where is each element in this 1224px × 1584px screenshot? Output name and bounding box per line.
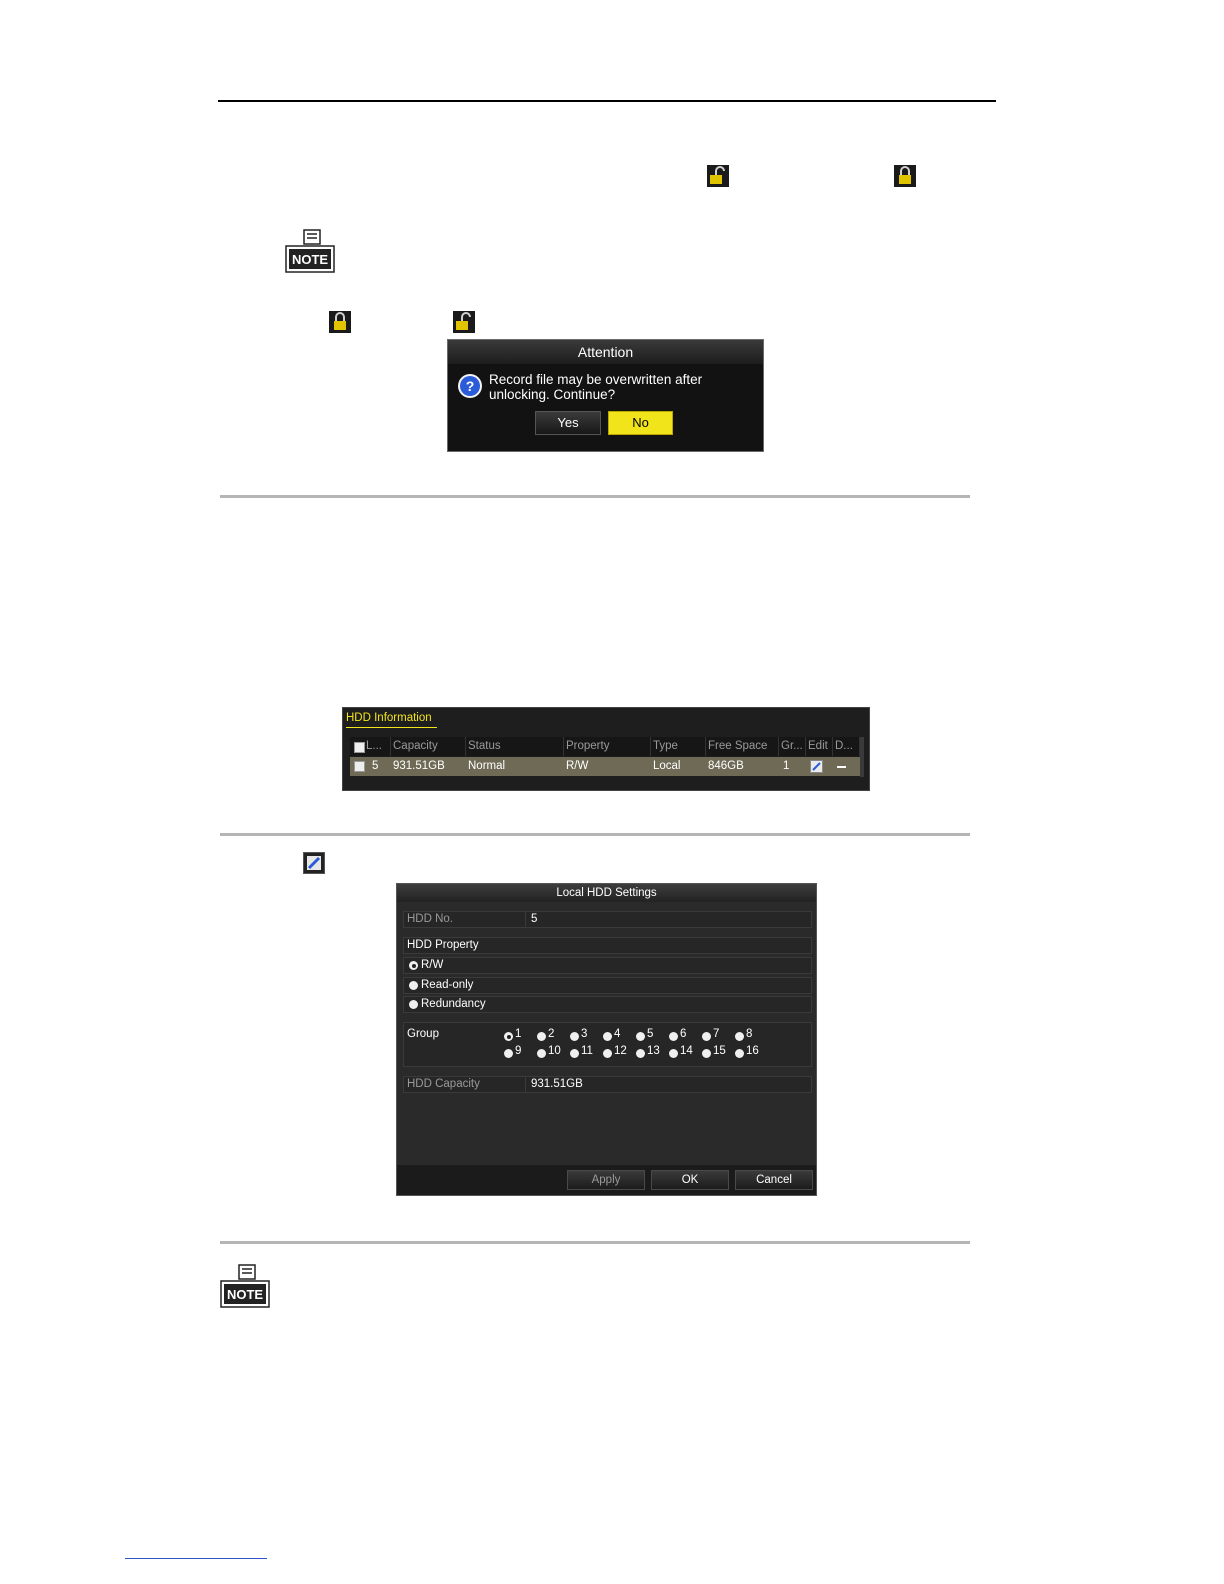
- apply-button[interactable]: Apply: [567, 1170, 645, 1190]
- dialog-title: Attention: [448, 340, 763, 364]
- delete-icon[interactable]: [837, 766, 846, 768]
- hdd-property-label: HDD Property: [407, 939, 479, 951]
- cell-label: 5: [372, 760, 379, 772]
- dialog-message: [489, 372, 754, 402]
- footer-link-underline: [125, 1558, 267, 1559]
- svg-text:NOTE: NOTE: [226, 1287, 264, 1302]
- group-number: 6: [680, 1028, 687, 1040]
- row-checkbox[interactable]: [354, 761, 365, 772]
- group-row: [403, 1022, 812, 1067]
- group-radio-9[interactable]: [504, 1049, 513, 1058]
- lock-icon: [894, 165, 916, 187]
- group-radio-7[interactable]: [702, 1032, 711, 1041]
- row-divider: [525, 1077, 526, 1092]
- hdd-capacity-label: HDD Capacity: [407, 1078, 480, 1090]
- table-row[interactable]: [350, 757, 862, 776]
- group-label: Group: [407, 1028, 439, 1040]
- group-radio-13[interactable]: [636, 1049, 645, 1058]
- hdd-information-panel: [342, 707, 870, 791]
- column-header[interactable]: Property: [564, 737, 651, 756]
- column-header[interactable]: Edit: [806, 737, 833, 756]
- yes-button[interactable]: Yes: [535, 411, 601, 435]
- lock-icon: [329, 311, 351, 333]
- cancel-button[interactable]: Cancel: [735, 1170, 813, 1190]
- column-header[interactable]: Type: [651, 737, 706, 756]
- column-header[interactable]: Free Space: [706, 737, 779, 756]
- scrollbar[interactable]: [860, 737, 864, 777]
- group-radio-10[interactable]: [537, 1049, 546, 1058]
- group-number: 16: [746, 1045, 759, 1057]
- section-divider: [220, 495, 970, 498]
- hdd-capacity-value: 931.51GB: [531, 1078, 583, 1090]
- local-hdd-settings-dialog: [396, 883, 817, 1196]
- group-number: 9: [515, 1045, 522, 1057]
- group-number: 11: [581, 1045, 593, 1057]
- unlock-icon: [453, 311, 475, 333]
- column-header[interactable]: L...: [364, 737, 391, 756]
- hdd-information-title[interactable]: HDD Information: [346, 712, 432, 724]
- group-number: 1: [515, 1028, 522, 1040]
- radio-rw[interactable]: [409, 961, 418, 970]
- dialog-footer: [397, 1165, 816, 1195]
- column-header[interactable]: Status: [466, 737, 564, 756]
- no-button[interactable]: No: [608, 411, 673, 435]
- group-number: 7: [713, 1028, 720, 1040]
- group-radio-14[interactable]: [669, 1049, 678, 1058]
- hdd-property-header: [403, 937, 812, 954]
- property-option-redundancy[interactable]: [403, 996, 812, 1013]
- dialog-title: Local HDD Settings: [397, 884, 816, 902]
- section-divider: [220, 1241, 970, 1244]
- group-radio-15[interactable]: [702, 1049, 711, 1058]
- dialog-message-line1: Record file may be overwritten after: [489, 372, 703, 387]
- cell-capacity: 931.51GB: [393, 760, 445, 772]
- svg-text:NOTE: NOTE: [291, 252, 329, 267]
- group-number: 5: [647, 1028, 654, 1040]
- hdd-no-row: [403, 911, 812, 928]
- property-option-read-only[interactable]: [403, 977, 812, 994]
- row-divider: [525, 912, 526, 927]
- column-header[interactable]: Gr...: [779, 737, 806, 756]
- edit-icon: [303, 852, 325, 874]
- note-icon: [219, 1263, 271, 1309]
- cell-property: R/W: [566, 760, 589, 772]
- group-radio-4[interactable]: [603, 1032, 612, 1041]
- group-number: 2: [548, 1028, 555, 1040]
- cell-status: Normal: [468, 760, 506, 772]
- group-number: 13: [647, 1045, 660, 1057]
- group-radio-12[interactable]: [603, 1049, 612, 1058]
- radio-read-only[interactable]: [409, 981, 418, 990]
- header-rule: [218, 100, 996, 102]
- option-label: R/W: [421, 959, 444, 971]
- note-icon: [284, 228, 336, 274]
- group-number: 10: [548, 1045, 561, 1057]
- group-radio-3[interactable]: [570, 1032, 579, 1041]
- group-radio-1[interactable]: [504, 1032, 513, 1041]
- unlock-icon: [707, 165, 729, 187]
- group-number: 3: [581, 1028, 588, 1040]
- hdd-no-value: 5: [531, 913, 538, 925]
- group-number: 14: [680, 1045, 693, 1057]
- radio-redundancy[interactable]: [409, 1000, 418, 1009]
- group-number: 12: [614, 1045, 627, 1057]
- title-underline: [346, 727, 437, 728]
- property-option-rw[interactable]: [403, 957, 812, 974]
- ok-button[interactable]: OK: [651, 1170, 729, 1190]
- column-header[interactable]: Capacity: [391, 737, 466, 756]
- group-radio-2[interactable]: [537, 1032, 546, 1041]
- group-radio-11[interactable]: [570, 1049, 579, 1058]
- group-number: 4: [614, 1028, 621, 1040]
- option-label: Read-only: [421, 979, 474, 991]
- group-number: 8: [746, 1028, 753, 1040]
- table-header: [350, 737, 862, 756]
- option-label: Redundancy: [421, 998, 486, 1010]
- dialog-message-line2: unlocking. Continue?: [489, 387, 616, 402]
- cell-type: Local: [653, 760, 681, 772]
- edit-icon[interactable]: [810, 760, 823, 773]
- group-number: 15: [713, 1045, 726, 1057]
- cell-group: 1: [783, 760, 790, 772]
- group-radio-8[interactable]: [735, 1032, 744, 1041]
- group-radio-6[interactable]: [669, 1032, 678, 1041]
- question-icon: [457, 373, 483, 399]
- hdd-no-label: HDD No.: [407, 913, 454, 925]
- svg-text:?: ?: [465, 378, 475, 394]
- column-header[interactable]: D...: [833, 737, 860, 756]
- group-radio-16[interactable]: [735, 1049, 744, 1058]
- section-divider: [220, 833, 970, 836]
- hdd-capacity-row: [403, 1076, 812, 1093]
- group-radio-5[interactable]: [636, 1032, 645, 1041]
- cell-free-space: 846GB: [708, 760, 744, 772]
- attention-dialog: [447, 339, 764, 452]
